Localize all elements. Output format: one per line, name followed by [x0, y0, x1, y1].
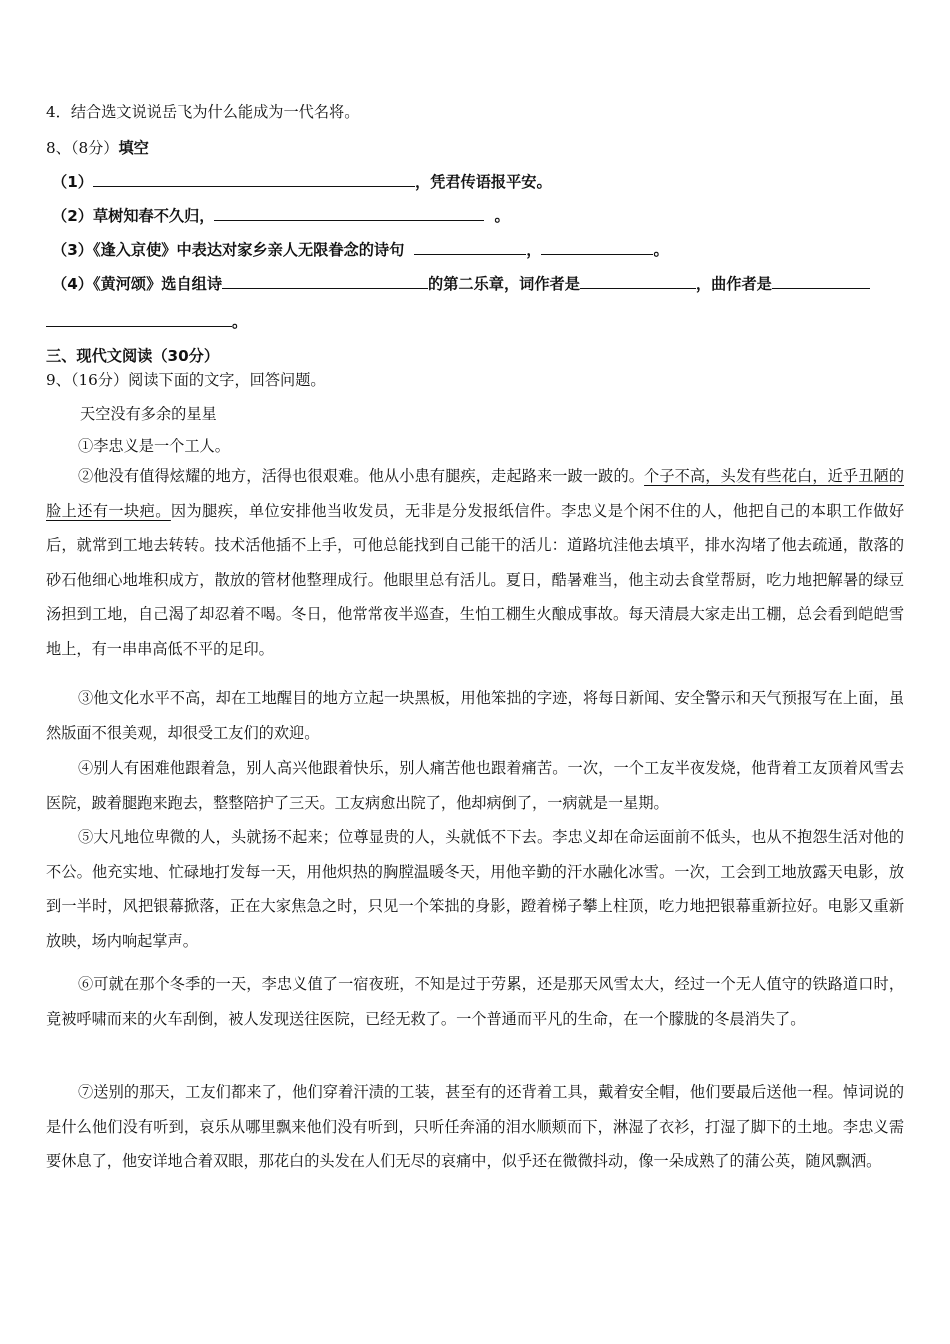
fill-1-number: （1） [52, 173, 93, 191]
paragraph-1: ①李忠义是一个工人。 [78, 437, 230, 455]
fill-4-end: 。 [232, 313, 248, 331]
answer-blank-4d[interactable] [46, 312, 232, 327]
fill-3-text: （3）《逢入京使》中表达对家乡亲人无限眷念的诗句 [52, 241, 405, 259]
paragraph-2-start: ②他没有值得炫耀的地方，活得也很艰难。他从小患有腿疾，走起路来一跛一跛的。 [78, 467, 645, 485]
fill-blank-1 [52, 172, 552, 192]
paragraph-2 [46, 459, 904, 666]
paragraph-4: ④别人有困难他跟着急，别人高兴他跟着快乐，别人痛苦他也跟着痛苦。一次，一个工友半夜发烧，他背着工友顶着风雪去医院，跛着腿跑来跑去，整整陪护了三天。工友病愈出院了，他却病倒了，一病就是一星期。 [46, 759, 904, 812]
fill-blank-4-cont [46, 312, 247, 332]
question-9: 9、（16分）阅读下面的文字，回答问题。 [46, 371, 326, 389]
question-8-title: 填空 [118, 139, 149, 157]
fill-blank-2 [52, 206, 510, 226]
question-8-heading [46, 138, 149, 158]
fill-blank-3 [52, 240, 669, 260]
fill-1-text: ，凭君传语报平安。 [414, 173, 552, 191]
question-4: 4．结合选文说说岳飞为什么能成为一代名将。 [46, 103, 360, 121]
answer-blank-2[interactable] [214, 206, 484, 221]
paragraph-6: ⑥可就在那个冬季的一天，李忠义值了一宿夜班，不知是过于劳累，还是那天风雪太大，经过一个无人值守的铁路道口时，竟被呼啸而来的火车刮倒，被人发现送往医院，已经无救了。一个普通而平凡的生命，在一个朦胧的冬晨消失了。 [46, 975, 904, 1028]
paragraph-2-rest: 因为腿疾，单位安排他当收发员，无非是分发报纸信件。李忠义是个闲不住的人，他把自己的本职工作做好后，就常到工地去转转。技术活他插不上手，可他总能找到自己能干的活儿：道路坑洼他去填平，排水沟堵了他去疏通，散落的砂石他细心地堆积成方，散放的管材他整理成行。他眼里总有活儿。夏日，酷暑难当，他主动去食堂帮厨，吃力地把解暑的绿豆汤担到工地，自己渴了却忍着不喝。冬日，他常常夜半巡查，生怕工棚生火酿成事故。每天清晨大家走出工棚，总会看到皑皑雪地上，有一串串高低不平的足印。 [46, 501, 905, 658]
paragraph-5: ⑤大凡地位卑微的人，头就扬不起来；位尊显贵的人，头就低不下去。李忠义却在命运面前不低头，也从不抱怨生活对他的不公。他充实地、忙碌地打发每一天，用他炽热的胸膛温暖冬天，用他辛勤的汗水融化冰雪。一次，工会到工地放露天电影，放到一半时，风把银幕掀落，正在大家焦急之时，只见一个笨拙的身影，蹬着梯子攀上柱顶，吃力地把银幕重新拉好。电影又重新放映，场内响起掌声。 [46, 828, 904, 950]
underlined-description: 个子不高，头发有些花白，近乎丑陋的脸上还有一块疤。 [46, 467, 905, 520]
fill-4-text-c: ，曲作者是 [695, 275, 772, 293]
paragraph-3: ③他文化水平不高，却在工地醒目的地方立起一块黑板，用他笨拙的字迹，将每日新闻、安全警示和天气预报写在上面，虽然版面不很美观，却很受工友们的欢迎。 [46, 689, 904, 742]
fill-2-text: （2）草树知春不久归， [52, 207, 215, 225]
question-8-prefix: 8、（8分） [46, 139, 119, 157]
answer-blank-1[interactable] [93, 172, 415, 187]
fill-blank-4 [52, 274, 870, 294]
fill-3-end: 。 [653, 241, 669, 259]
answer-blank-3a[interactable] [414, 240, 526, 255]
fill-2-end: 。 [494, 207, 510, 225]
section-3-heading: 三、现代文阅读（30分） [46, 347, 220, 365]
answer-blank-4b[interactable] [580, 274, 696, 289]
answer-blank-4a[interactable] [222, 274, 428, 289]
story-title: 天空没有多余的星星 [80, 405, 217, 423]
answer-blank-3b[interactable] [541, 240, 653, 255]
fill-3-comma: ， [526, 241, 542, 259]
fill-4-text-a: （4）《黄河颂》选自组诗 [52, 275, 223, 293]
fill-4-text-b: 的第二乐章，词作者是 [428, 275, 580, 293]
answer-blank-4c[interactable] [772, 274, 870, 289]
paragraph-7: ⑦送别的那天，工友们都来了，他们穿着汗渍的工装，甚至有的还背着工具，戴着安全帽，他们要最后送他一程。悼词说的是什么他们没有听到，哀乐从哪里飘来他们没有听到，只听任奔涌的泪水顺颊而下，淋湿了衣衫，打湿了脚下的土地。李忠义需要休息了，他安详地合着双眼，那花白的头发在人们无尽的哀痛中，似乎还在微微抖动，像一朵成熟了的蒲公英，随风飘洒。 [46, 1083, 904, 1170]
